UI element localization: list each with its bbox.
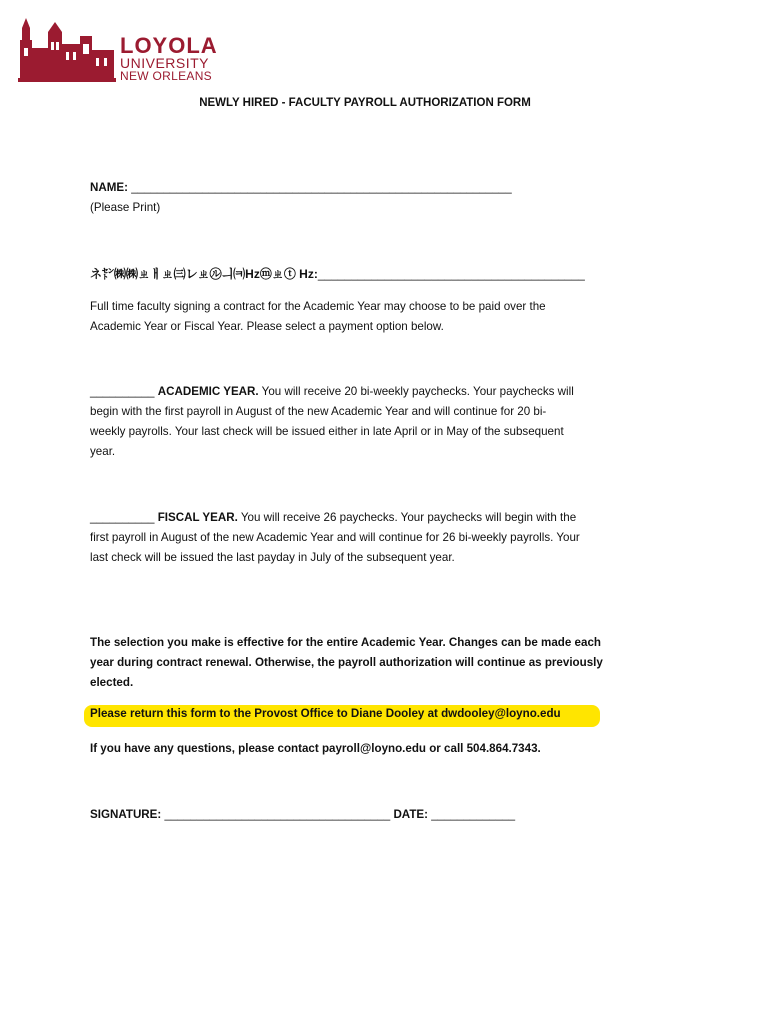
fiscal-year-option [90, 508, 586, 568]
form-title: NEWLY HIRED - FACULTY PAYROLL AUTHORIZATION FORM [199, 97, 531, 109]
fiscal-blank[interactable]: __________ [90, 511, 155, 524]
selection-note: The selection you make is effective for the entire Academic Year. Changes can be made each year during contract renewal. Otherwise, the payroll authorization will continue as previously elected. [90, 636, 603, 689]
signature-blank[interactable]: ___________________________________ [164, 808, 391, 821]
date-blank[interactable]: _____________ [431, 808, 516, 821]
return-note: Please return this form to the Provost Office to Diane Dooley at dwdooley@loyno.edu [90, 707, 561, 720]
signature-label: SIGNATURE: [90, 808, 162, 821]
logo-line2: UNIVERSITY [120, 55, 210, 71]
logo-line3: NEW ORLEANS [120, 69, 212, 83]
name-hint: (Please Print) [90, 201, 161, 214]
academic-year-option [90, 382, 578, 462]
university-wordmark [120, 33, 218, 83]
questions-note: If you have any questions, please contact payroll@loyno.edu or call 504.864.7343. [90, 742, 541, 755]
fiscal-label: FISCAL YEAR. [157, 511, 238, 524]
name-blank[interactable]: ___________________________________________________________ [131, 181, 512, 194]
fiscal-text: You will receive 26 paychecks. Your paychecks will begin with the first payroll in August of the new Academic Year and will continue for 26 bi-weekly payrolls. Your last check will be issued the last payday in July of the subsequent year. [90, 511, 580, 564]
name-label: NAME: [90, 181, 128, 194]
intro-paragraph: Full time faculty signing a contract for the Academic Year may choose to be paid over the Academic Year or Fiscal Year. Please select a payment option below. [90, 300, 546, 333]
garbled-field [90, 265, 585, 282]
garbled-label: ネ㌣㈱㈱ㄓㅐㄓ㈢㆑ㄓ㋸ㅢ㈊Hzⓜㄓⓣ Hz: [90, 267, 318, 281]
academic-label: ACADEMIC YEAR. [157, 385, 259, 398]
academic-blank[interactable]: __________ [90, 385, 155, 398]
academic-text: You will receive 20 bi-weekly paychecks. Your paychecks will begin with the first payroll in August of the new Academic Year and will continue for 20 bi-weekly payrolls. Your last check will be issued either in late April or in May of the subsequent year. [90, 385, 574, 458]
garbled-blank[interactable]: ________________________________________ [317, 267, 585, 281]
date-label: DATE: [393, 808, 428, 821]
signature-line [90, 805, 650, 825]
name-field [90, 178, 610, 218]
logo-line1: LOYOLA [120, 33, 218, 58]
